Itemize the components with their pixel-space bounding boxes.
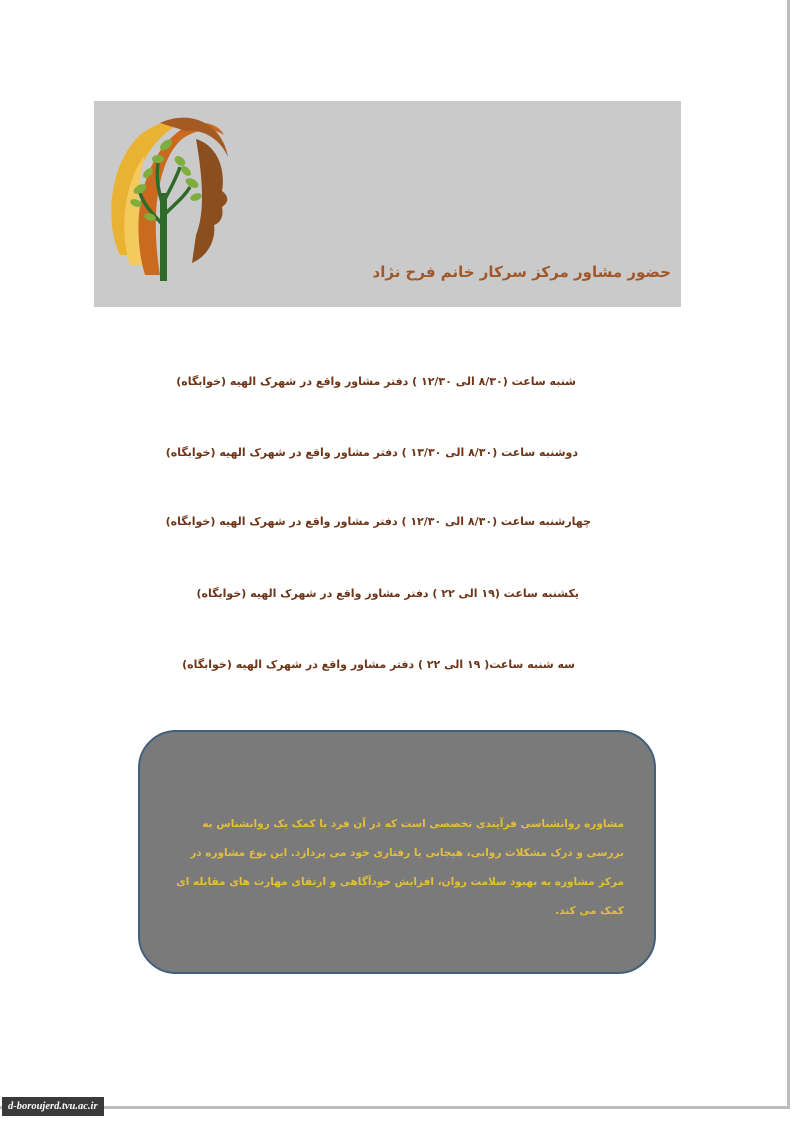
schedule-line-monday: دوشنبه ساعت (۸/۳۰ الی ۱۳/۳۰ ) دفتر مشاور واقع در شهرک الهیه (خوابگاه) bbox=[165, 446, 578, 459]
info-box bbox=[138, 730, 656, 974]
schedule-line-saturday: شنبه ساعت (۸/۳۰ الی ۱۲/۳۰ ) دفتر مشاور واقع در شهرک الهیه (خوابگاه) bbox=[176, 375, 576, 388]
schedule-line-wednesday: چهارشنبه ساعت (۸/۳۰ الی ۱۲/۳۰ ) دفتر مشاور واقع در شهرک الهیه (خوابگاه) bbox=[165, 515, 591, 528]
site-watermark: d-boroujerd.tvu.ac.ir bbox=[2, 1097, 104, 1116]
header-banner bbox=[94, 101, 681, 307]
info-text: مشاوره روانشناسی فرآیندی تخصصی است که در آن فرد با کمک یک روانشناس به بررسی و درک مشکلات روانی، هیجانی یا رفتاری خود می پردازد. این نوع مشاوره در مرکز مشاوره به بهبود سلامت روان، افزایش خودآگاهی و ارتقای مهارت های مقابله ای کمک می کند. bbox=[176, 818, 624, 917]
head-tree-logo-icon bbox=[100, 105, 228, 281]
banner-title: حضور مشاور مرکز سرکار خانم فرح نژاد bbox=[372, 263, 671, 281]
schedule-line-sunday: یکشنبه ساعت (۱۹ الی ۲۲ ) دفتر مشاور واقع در شهرک الهیه (خوابگاه) bbox=[196, 587, 579, 600]
schedule-line-tuesday: سه شنبه ساعت( ۱۹ الی ۲۲ ) دفتر مشاور واقع در شهرک الهیه (خوابگاه) bbox=[182, 658, 575, 671]
